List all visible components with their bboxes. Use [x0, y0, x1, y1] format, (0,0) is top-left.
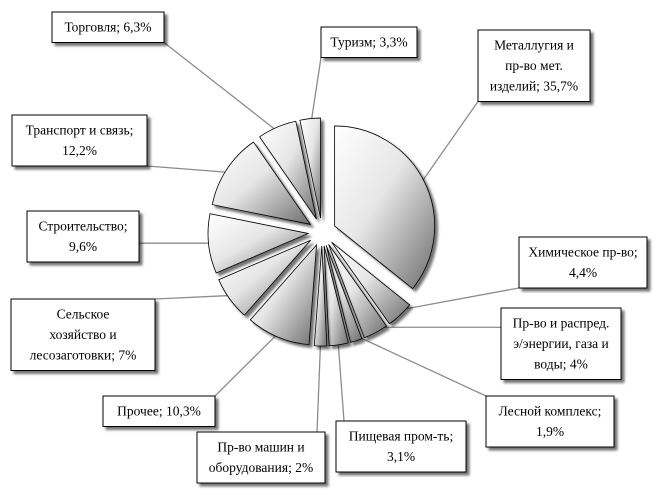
pie-slices — [208, 118, 435, 346]
leader-line — [147, 166, 232, 173]
leader-line — [311, 58, 321, 125]
slice-label: Сельское — [56, 306, 110, 322]
slice-label: пр-во мет. — [505, 58, 563, 73]
leader-line — [164, 43, 279, 133]
slice-label: 3,1% — [386, 449, 416, 464]
slice-label: Лесной комплекс; — [498, 403, 602, 419]
leader-line — [155, 295, 235, 299]
slice-label: хозяйство и — [49, 327, 117, 342]
slice-label: лесозаготовки; 7% — [29, 347, 137, 363]
slice-label: э/энергии, газа и — [513, 336, 609, 351]
leader-line — [354, 335, 486, 396]
slice-label: Металлугия и — [494, 37, 574, 53]
leader-line — [215, 331, 280, 396]
slice-label: 12,2% — [62, 143, 97, 158]
slice-label: Туризм; 3,3% — [330, 34, 408, 50]
slice-label: Химическое пр-во; — [528, 244, 638, 260]
leader-lines — [139, 43, 519, 433]
slice-label: изделий; 35,7% — [489, 78, 579, 94]
slice-label: Пищевая пром-ть; — [348, 428, 454, 444]
slice-label: Торговля; 6,3% — [64, 19, 152, 35]
leader-line — [396, 288, 519, 311]
slice-label: Пр-во машин и — [217, 439, 305, 455]
slice-label: Прочее; 10,3% — [117, 403, 201, 419]
leader-line — [338, 339, 344, 421]
leader-line — [317, 340, 321, 432]
slice-label: 9,6% — [68, 239, 98, 254]
slice-label: воды; 4% — [534, 356, 588, 372]
slice-labels — [11, 12, 647, 483]
slice-label: Пр-во и распред. — [512, 315, 610, 331]
leader-line — [419, 102, 478, 186]
slice-label: 4,4% — [568, 265, 598, 280]
slice-label: 1,9% — [535, 424, 565, 439]
slice-label: Транспорт и связь; — [25, 122, 134, 138]
slice-label: Строительство; — [38, 218, 128, 234]
slice-label: оборудования; 2% — [208, 460, 314, 475]
